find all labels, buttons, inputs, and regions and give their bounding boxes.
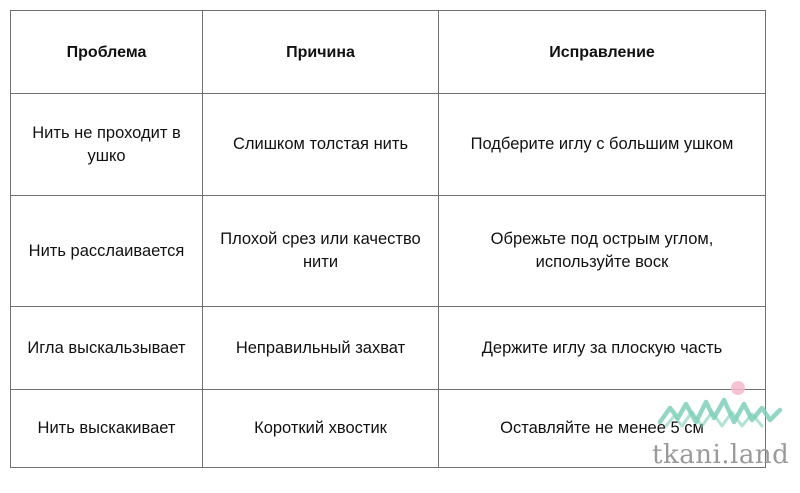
cell-fix: Держите иглу за плоскую часть [439,307,766,390]
header-cause: Причина [203,11,439,94]
cell-cause: Плохой срез или качество нити [203,196,439,307]
cell-fix: Оставляйте не менее 5 см [439,390,766,468]
tkani-land-watermark [652,378,788,478]
cell-problem: Нить не проходит в ушко [11,94,203,196]
cell-cause: Неправильный захват [203,307,439,390]
cell-cause: Короткий хвостик [203,390,439,468]
watermark-text: tkani.land [652,440,790,470]
logo-dot [731,381,745,395]
header-problem: Проблема [11,11,203,94]
cell-cause: Слишком толстая нить [203,94,439,196]
table-row [11,94,766,196]
cell-fix: Подберите иглу с большим ушком [439,94,766,196]
table-row [11,196,766,307]
cell-problem: Нить выскакивает [11,390,203,468]
header-fix: Исправление [439,11,766,94]
cell-fix: Обрежьте под острым углом, используйте воск [439,196,766,307]
table-header-row [11,11,766,94]
cell-problem: Нить расслаивается [11,196,203,307]
cell-problem: Игла выскальзывает [11,307,203,390]
wave-logo-icon [652,378,788,438]
